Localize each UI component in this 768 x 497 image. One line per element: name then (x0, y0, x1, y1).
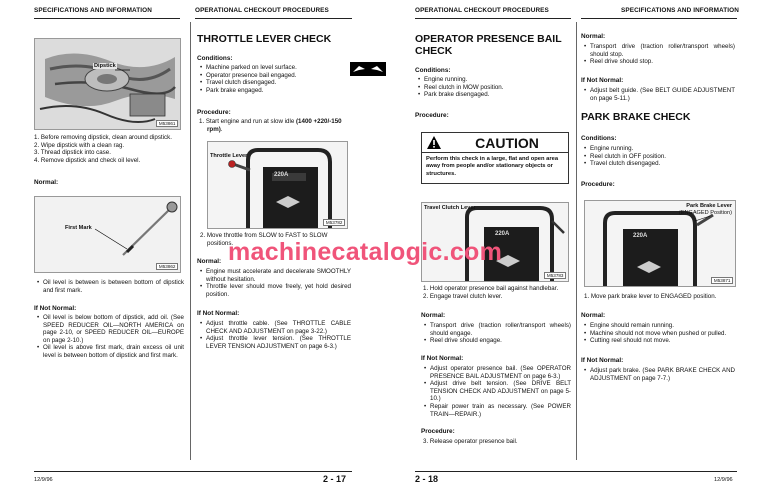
park-normal-item-1: • Engine should remain running. (583, 322, 735, 330)
stop-not-normal-list (583, 87, 735, 102)
oil-not-normal-heading: If Not Normal: (34, 305, 77, 312)
throttle-mower-badge: 220A (274, 172, 289, 178)
left-footer-date: 12/9/96 (34, 477, 53, 483)
dipstick-step-1: 1. Before removing dipstick, clean around dipstick. (34, 134, 172, 141)
left-header-rule-1 (34, 18, 180, 19)
right-page-number: 2 - 18 (415, 474, 439, 484)
left-column-divider (190, 22, 191, 460)
park-step-1: 1. Move park brake lever to ENGAGED position. (584, 293, 717, 300)
park-brake-callout (679, 203, 732, 216)
travel-clutch-photo-code: M53783 (544, 272, 566, 279)
throttle-check-title: THROTTLE LEVER CHECK (197, 33, 332, 45)
dipstick-step-4: 4. Remove dipstick and check oil level. (34, 156, 141, 164)
left-header-right: OPERATIONAL CHECKOUT PROCEDURES (195, 7, 329, 14)
dipstick-steps (34, 134, 184, 164)
first-mark-photo-code: M53862 (156, 263, 178, 270)
bail-condition-3: • Park brake disengaged. (417, 91, 567, 99)
throttle-normal-item-2: • Throttle lever should move freely, yet hold desired position. (199, 283, 351, 298)
dipstick-photo (34, 38, 181, 130)
park-brake-photo-code: M53871 (711, 277, 733, 284)
left-header-left: SPECIFICATIONS AND INFORMATION (34, 7, 152, 14)
dipstick-callout: Dipstick (94, 63, 116, 69)
bail-normal-item-2: • Reel drive should engage. (423, 337, 571, 345)
park-brake-title: PARK BRAKE CHECK (581, 111, 691, 123)
park-mower-badge: 220A (633, 233, 648, 239)
bail-mower-badge: 220A (495, 231, 510, 237)
park-not-normal-item-1: • Adjust park brake. (See PARK BRAKE CHECK AND ADJUSTMENT on page 7-7.) (583, 367, 735, 382)
park-conditions-heading: Conditions: (581, 135, 617, 142)
bail-step-3: 3. Release operator presence bail. (423, 438, 518, 445)
park-not-normal-heading: If Not Normal: (581, 357, 624, 364)
throttle-condition-2: • Operator presence bail engaged. (199, 72, 349, 80)
throttle-not-normal-item-1: • Adjust throttle cable. (See THROTTLE CABLE CHECK AND ADJUSTMENT on page 3-22.) (199, 320, 351, 335)
oil-not-normal-item-1: • Oil level is below bottom of dipstick, add oil. (See SPEED REDUCER OIL—NORTH AMERICA on page 2-10, or SPEED REDUCER OIL—EUROPE on page 2-10.) (36, 314, 184, 344)
left-footer-rule (34, 471, 352, 472)
throttle-step-1-end: . (220, 125, 223, 133)
bail-conditions-heading: Conditions: (415, 67, 451, 74)
throttle-condition-4: • Park brake engaged. (199, 87, 349, 95)
stop-normal-item-2: • Reel drive should stop. (583, 58, 735, 66)
caution-label: CAUTION (475, 135, 539, 151)
bail-normal-list (423, 322, 571, 345)
bail-not-normal-item-2: • Adjust drive belt tension. (See DRIVE BELT TENSION CHECK AND ADJUSTMENT on page 5-10.) (423, 380, 571, 403)
caution-header-bar (422, 133, 568, 153)
first-mark-photo (34, 196, 181, 273)
bail-procedure2-heading: Procedure: (421, 428, 455, 435)
throttle-not-normal-heading: If Not Normal: (197, 310, 240, 317)
right-header-right: SPECIFICATIONS AND INFORMATION (621, 7, 739, 14)
park-condition-2: • Reel clutch in OFF position. (583, 153, 735, 161)
throttle-normal-heading: Normal: (197, 258, 222, 265)
stop-normal-list (583, 43, 735, 66)
left-header-rule-2 (195, 18, 352, 19)
caution-text: Perform this check in a large, flat and open area away from people and/or stationary objects or structures. (426, 156, 559, 177)
throttle-idle-spec: (1400 +220/-150 rpm) (207, 118, 342, 133)
right-header-rule-2 (581, 18, 737, 19)
oil-normal-list (36, 279, 184, 294)
bail-not-normal-heading: If Not Normal: (421, 355, 464, 362)
throttle-not-normal-item-2: • Adjust throttle lever tension. (See THROTTLE LEVER TENSION ADJUSTMENT on page 6-3.) (199, 335, 351, 350)
park-normal-item-3: • Cutting reel should not move. (583, 337, 735, 345)
throttle-step-1-text: 1. Start engine and run at slow idle (199, 118, 296, 125)
right-header-left: OPERATIONAL CHECKOUT PROCEDURES (415, 7, 549, 14)
throttle-step-2: 2. Move throttle from SLOW to FAST to SLOW positions. (200, 232, 328, 247)
bail-condition-1: • Engine running. (417, 76, 567, 84)
park-normal-heading: Normal: (581, 312, 606, 319)
park-normal-list (583, 322, 735, 345)
bail-not-normal-list (423, 365, 571, 418)
dipstick-step-3: 3. Thread dipstick into case. (34, 149, 111, 157)
bail-not-normal-item-1: • Adjust operator presence bail. (See OPERATOR PRESENCE BAIL ADJUSTMENT on page 6-3.) (423, 365, 571, 380)
throttle-step-1 (199, 118, 349, 133)
throttle-not-normal-list (199, 320, 351, 350)
park-conditions-list (583, 145, 735, 168)
dipstick-illustration (35, 197, 181, 273)
throttle-lever-callout: Throttle Lever (210, 153, 248, 159)
right-footer-date: 12/9/96 (714, 477, 733, 483)
bail-steps (423, 285, 573, 300)
stop-normal-item-1: • Transport drive (traction roller/transport wheels) should stop. (583, 43, 735, 58)
watermark: machinecatalogic.com (228, 238, 503, 266)
bail-procedure-heading: Procedure: (415, 112, 449, 119)
park-procedure-heading: Procedure: (581, 181, 615, 188)
throttle-condition-3: • Travel clutch disengaged. (199, 79, 349, 87)
bail-step-2: 2. Engage travel clutch lever. (423, 292, 503, 300)
bail-not-normal-item-3: • Repair power train as necessary. (See POWER TRAIN—REPAIR.) (423, 403, 571, 418)
travel-clutch-callout: Travel Clutch Lever (424, 205, 476, 211)
section-tab-icon-left (350, 62, 368, 76)
bail-conditions-list (417, 76, 567, 99)
bail-title-line-1: OPERATOR PRESENCE BAIL (415, 33, 562, 45)
throttle-normal-item-1: • Engine must accelerate and decelerate SMOOTHLY without hesitation. (199, 268, 351, 283)
oil-normal-heading: Normal: (34, 179, 59, 186)
right-footer-rule (415, 471, 737, 472)
right-column-divider (576, 22, 577, 460)
bail-normal-item-1: • Transport drive (traction roller/transport wheels) should engage. (423, 322, 571, 337)
stop-not-normal-heading: If Not Normal: (581, 77, 624, 84)
park-brake-callout-line-2: (ENGAGED Position) (678, 209, 732, 216)
oil-normal-item-1: • Oil level is between is between bottom of dipstick and first mark. (36, 279, 184, 294)
throttle-lever-photo (207, 141, 348, 229)
park-not-normal-list (583, 367, 735, 382)
bail-check-title (415, 33, 562, 57)
park-brake-callout-line-1: Park Brake Lever (686, 203, 732, 209)
throttle-procedure-heading: Procedure: (197, 109, 231, 116)
first-mark-callout: First Mark (65, 225, 92, 231)
engine-illustration (35, 39, 181, 130)
right-header-rule-1 (415, 18, 571, 19)
throttle-photo-code: M53782 (323, 219, 345, 226)
warning-triangle-icon (426, 135, 442, 150)
throttle-normal-list (199, 268, 351, 298)
caution-box (421, 132, 569, 184)
bail-title-line-2: CHECK (415, 45, 453, 57)
stop-not-normal-item-1: • Adjust belt guide. (See BELT GUIDE ADJUSTMENT on page 5-11.) (583, 87, 735, 102)
left-page-number: 2 - 17 (323, 474, 347, 484)
park-brake-photo (584, 200, 736, 287)
throttle-conditions-list (199, 64, 349, 94)
throttle-conditions-heading: Conditions: (197, 55, 233, 62)
bail-step-1: 1. Hold operator presence bail against handlebar. (423, 285, 559, 292)
dipstick-step-2: 2. Wipe dipstick with a clean rag. (34, 141, 125, 149)
bail-normal-heading: Normal: (421, 312, 446, 319)
stop-normal-heading: Normal: (581, 33, 606, 40)
oil-not-normal-list (36, 314, 184, 360)
park-condition-1: • Engine running. (583, 145, 735, 153)
park-condition-3: • Travel clutch disengaged. (583, 160, 735, 168)
dipstick-photo-code: M53861 (156, 120, 178, 127)
throttle-condition-1: • Machine parked on level surface. (199, 64, 349, 72)
bail-condition-2: • Reel clutch in MOW position. (417, 84, 567, 92)
oil-not-normal-item-2: • Oil level is above first mark, drain excess oil unit level is between bottom of dipstick and first mark. (36, 344, 184, 359)
park-normal-item-2: • Machine should not move when pushed or pulled. (583, 330, 735, 338)
